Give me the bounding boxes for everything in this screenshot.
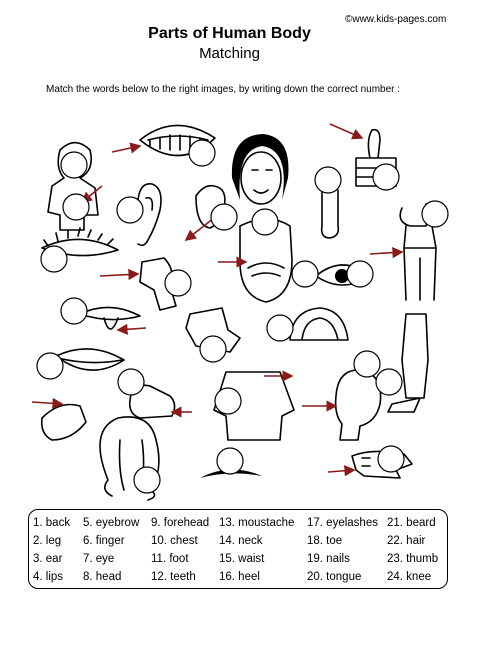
answer-circle bbox=[63, 194, 89, 220]
answer-circle bbox=[347, 261, 373, 287]
word-item: 8. head bbox=[83, 571, 122, 583]
head-neck-picture bbox=[336, 370, 381, 440]
word-item: 1. back bbox=[33, 517, 71, 529]
answer-circle bbox=[61, 152, 87, 178]
leg-picture bbox=[322, 190, 339, 238]
word-item: 19. nails bbox=[307, 553, 350, 565]
word-item: 9. forehead bbox=[151, 517, 210, 529]
answer-circle bbox=[200, 336, 226, 362]
page-title: Parts of Human Body bbox=[148, 25, 311, 42]
word-item: 5. eyebrow bbox=[83, 517, 140, 529]
arrow bbox=[370, 252, 402, 254]
leg-knee-picture bbox=[388, 314, 428, 412]
answer-circle bbox=[376, 369, 402, 395]
word-item: 24. knee bbox=[387, 571, 432, 583]
tongue-picture bbox=[80, 307, 140, 329]
answer-circle bbox=[61, 298, 87, 324]
answer-circle bbox=[134, 467, 160, 493]
word-item: 7. eye bbox=[83, 553, 115, 565]
word-item: 6. finger bbox=[83, 535, 125, 547]
word-item: 12. teeth bbox=[151, 571, 196, 583]
arrow bbox=[32, 402, 62, 404]
answer-circle bbox=[422, 201, 448, 227]
word-item: 2. leg bbox=[33, 535, 62, 547]
word-item: 14. neck bbox=[219, 535, 263, 547]
answer-circle bbox=[292, 261, 318, 287]
answer-circle bbox=[217, 448, 243, 474]
answer-circle bbox=[118, 369, 144, 395]
girl-face-picture bbox=[232, 134, 289, 204]
word-item: 21. beard bbox=[387, 517, 436, 529]
arrow bbox=[328, 470, 354, 472]
arrow bbox=[118, 328, 146, 330]
word-item: 3. ear bbox=[33, 553, 63, 565]
word-item: 20. tongue bbox=[307, 571, 362, 583]
arrow bbox=[100, 274, 138, 276]
answer-circle bbox=[378, 446, 404, 472]
lips-picture bbox=[56, 349, 124, 370]
answer-circle bbox=[117, 197, 143, 223]
arrow bbox=[330, 124, 362, 138]
forehead-picture bbox=[290, 308, 348, 340]
answer-circle bbox=[267, 315, 293, 341]
answer-circle bbox=[211, 204, 237, 230]
word-item: 10. chest bbox=[151, 535, 198, 547]
copyright-text: ©www.kids-pages.com bbox=[345, 14, 447, 25]
word-item: 4. lips bbox=[33, 571, 64, 583]
finger-picture bbox=[42, 405, 86, 441]
answer-circle bbox=[165, 270, 191, 296]
word-item: 13. moustache bbox=[219, 517, 295, 529]
answer-circle bbox=[315, 167, 341, 193]
word-item: 11. foot bbox=[151, 553, 189, 565]
instruction-text: Match the words below to the right images, by writing down the correct number : bbox=[46, 84, 401, 95]
word-item: 16. heel bbox=[219, 571, 260, 583]
word-list-box bbox=[28, 509, 448, 589]
word-item: 23. thumb bbox=[387, 553, 439, 565]
word-item: 18. toe bbox=[307, 535, 343, 547]
answer-circle bbox=[37, 353, 63, 379]
answer-circle bbox=[252, 209, 278, 235]
answer-circle bbox=[41, 246, 67, 272]
word-item: 17. eyelashes bbox=[307, 517, 378, 529]
answer-circle bbox=[354, 351, 380, 377]
answer-circle bbox=[215, 388, 241, 414]
page-subtitle: Matching bbox=[199, 45, 260, 62]
arrow bbox=[112, 146, 140, 152]
word-item: 22. hair bbox=[387, 535, 426, 547]
answer-circle bbox=[189, 140, 215, 166]
word-item: 15. waist bbox=[219, 553, 265, 565]
answer-circle bbox=[373, 164, 399, 190]
